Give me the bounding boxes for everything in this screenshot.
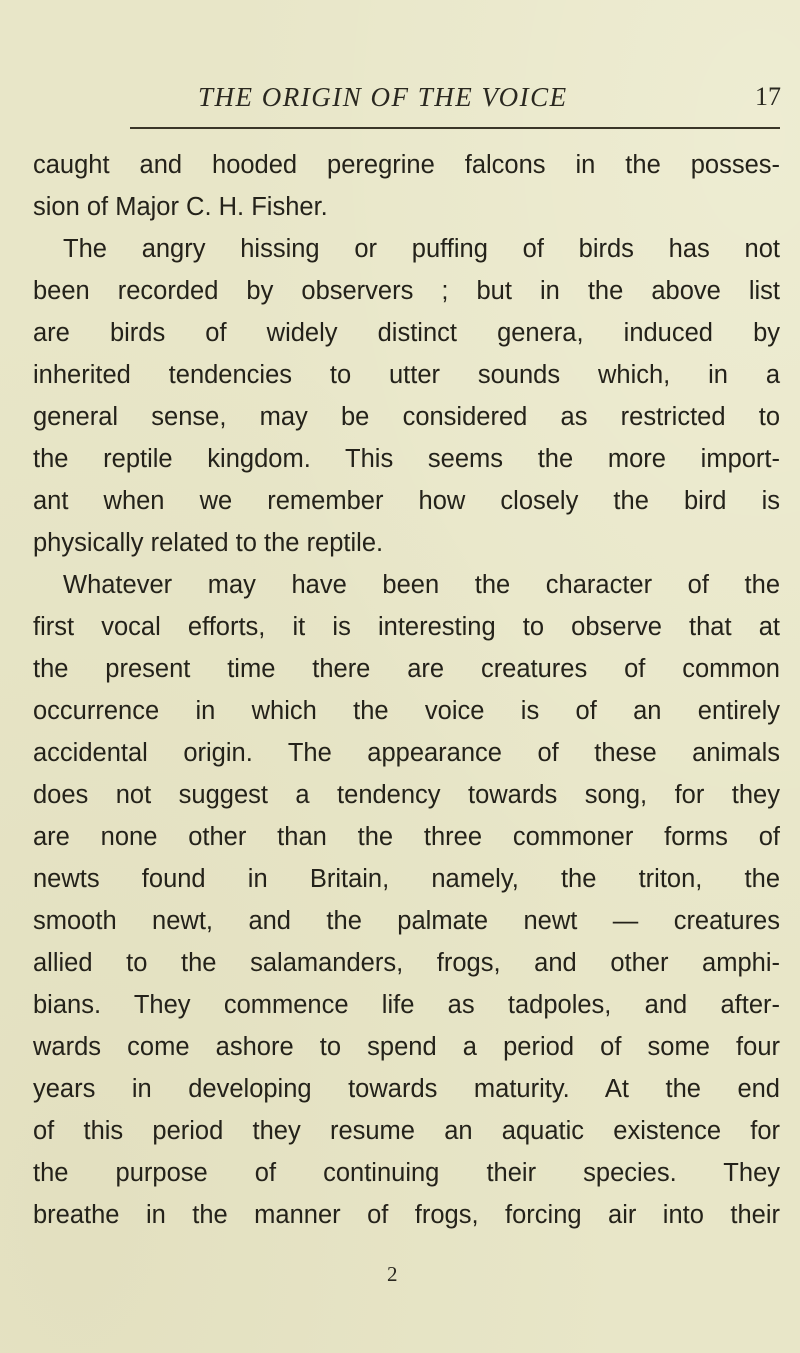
- text-line: the reptile kingdom. This seems the more import-: [33, 445, 780, 473]
- text-line: newts found in Britain, namely, the triton, the: [33, 865, 780, 893]
- text-line: occurrence in which the voice is of an entirely: [33, 697, 780, 725]
- text-line: breathe in the manner of frogs, forcing air into their: [33, 1201, 780, 1229]
- text-line: caught and hooded peregrine falcons in the posses-: [33, 151, 780, 179]
- text-line: ant when we remember how closely the bird is: [33, 487, 780, 515]
- text-line: are none other than the three commoner forms of: [33, 823, 780, 851]
- text-line: of this period they resume an aquatic existence for: [33, 1117, 780, 1145]
- body-text: [33, 144, 780, 1236]
- text-line: the purpose of continuing their species. They: [33, 1159, 780, 1187]
- text-line: accidental origin. The appearance of these animals: [33, 739, 780, 767]
- paragraph-start-line: Whatever may have been the character of the: [63, 571, 780, 599]
- text-line: inherited tendencies to utter sounds which, in a: [33, 361, 780, 389]
- page-number: 17: [755, 82, 781, 111]
- text-line: general sense, may be considered as restricted to: [33, 403, 780, 431]
- text-line: bians. They commence life as tadpoles, and after-: [33, 991, 780, 1019]
- text-line: does not suggest a tendency towards song, for they: [33, 781, 780, 809]
- signature-mark: 2: [387, 1262, 398, 1286]
- text-line: the present time there are creatures of common: [33, 655, 780, 683]
- text-line: allied to the salamanders, frogs, and other amphi-: [33, 949, 780, 977]
- text-line: are birds of widely distinct genera, induced by: [33, 319, 780, 347]
- text-line: smooth newt, and the palmate newt — creatures: [33, 907, 780, 935]
- running-head: [130, 82, 790, 118]
- text-line: first vocal efforts, it is interesting to observe that at: [33, 613, 780, 641]
- text-line: wards come ashore to spend a period of some four: [33, 1033, 780, 1061]
- text-line: physically related to the reptile.: [33, 529, 384, 557]
- text-line: years in developing towards maturity. At the end: [33, 1075, 780, 1103]
- text-line: been recorded by observers ; but in the above list: [33, 277, 780, 305]
- paragraph-start-line: The angry hissing or puffing of birds has not: [63, 235, 780, 263]
- header-rule: [130, 127, 780, 129]
- running-head-title: THE ORIGIN OF THE VOICE: [198, 82, 568, 112]
- text-line: sion of Major C. H. Fisher.: [33, 193, 328, 221]
